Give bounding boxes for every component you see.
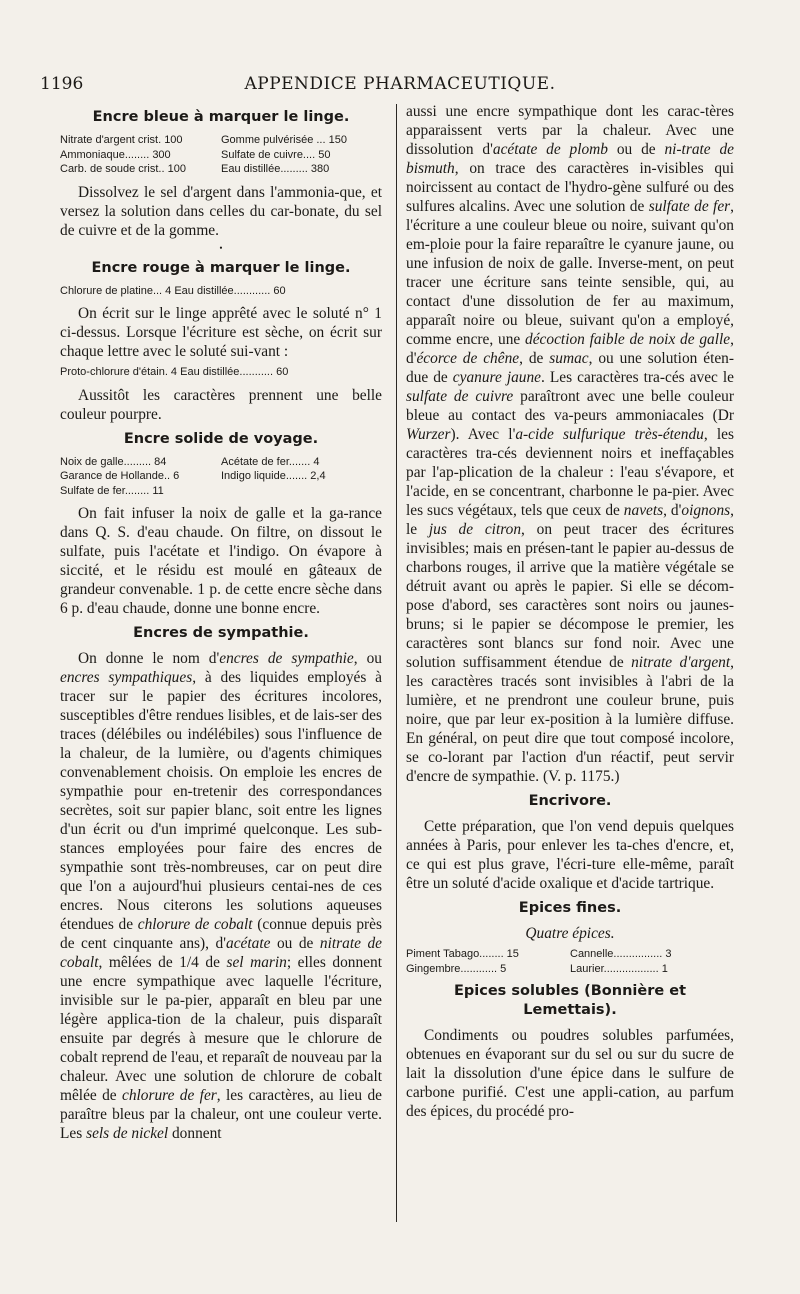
recipe-item: Sulfate de cuivre.... 50	[221, 148, 331, 161]
recipe-table	[60, 365, 382, 380]
paragraph: Dissolvez le sel d'argent dans l'ammonia-que, et versez la solution dans celles du car-bonate, du sel de cuivre et de la gomme.	[60, 183, 382, 239]
recipe-item: Piment Tabago........ 15	[406, 948, 519, 960]
recipe-item: Carb. de soude crist.. 100	[60, 163, 186, 175]
recipe-item: Ammoniaque........ 300	[60, 148, 171, 161]
section-title: Encre bleue à marquer le linge.	[92, 109, 350, 125]
recipe-table	[406, 947, 734, 976]
recipe-item: Sulfate de fer........ 11	[60, 484, 164, 497]
section-title: Encre rouge à marquer le linge.	[91, 259, 351, 276]
recipe-table	[60, 133, 382, 177]
recipe-table	[60, 284, 382, 299]
left-column	[60, 102, 382, 1147]
paragraph: Condiments ou poudres solubles parfumées, obtenues en évaporant sur du sel ou sur du sucre de lait la dissolution d'une épice dans le sulfure de carbone purifié. C'est une appli-cation, au parfum des épices, du procédé pro-	[406, 1027, 734, 1120]
recipe-item: Indigo liquide....... 2,4	[221, 470, 326, 482]
recipe-item: Laurier.................. 1	[570, 962, 668, 975]
stray-mark: •	[219, 242, 223, 253]
running-head: APPENDICE PHARMACEUTIQUE.	[244, 74, 556, 94]
section-title: Encrivore.	[528, 793, 612, 809]
paragraph: Aussitôt les caractères prennent une belle couleur pourpre.	[60, 386, 382, 423]
recipe-item: Cannelle................ 3	[570, 948, 672, 960]
paragraph: On fait infuser la noix de galle et la ga-rance dans Q. S. d'eau chaude. On filtre, on dissout le sulfate, puis l'acétate et l'indigo. On évapore à siccité, et le résidu est moulé en gâteaux de grandeur convenable. 1 p. de cette encre sèche dans 6 p. d'eau chaude, donne une bonne encre.	[60, 505, 382, 617]
page-number: 1196	[40, 74, 84, 94]
paragraph: Cette préparation, que l'on vend depuis quelques années à Paris, pour enlever les ta-ches d'encre, et, ce qui est plus grave, l'écri-ture elle-même, paraît être un soluté d'acide oxalique et d'acide tartrique.	[406, 818, 734, 892]
recipe-item: Nitrate d'argent crist. 100	[60, 134, 183, 146]
recipe-item: Chlorure de platine... 4 Eau distillée............ 60	[60, 284, 286, 297]
recipe-item: Garance de Hollande.. 6	[60, 470, 180, 482]
right-column	[406, 102, 734, 1125]
paragraph: aussi une encre sympathique dont les carac-tères apparaissent verts par la chaleur. Avec une dissolution d'acétate de plomb ou de ni-trate de bismuth, on trace des caractères in-visibles qui noircissent au contact de l'hydro-gène sulfuré ou des sulfures alcalins. Avec une solution de sulfate de fer, l'écriture a une couleur bleue ou noire, suivant qu'on em-ploie pour la faire reparaître le cyanure jaune, ou une infusion de noix de galle. Inverse-ment, on peut tracer une écriture sans teinte sensible, qui, au contact d'une dissolution de fer au maximum, apparaît noire ou bleue, suivant qu'on a employé, comme encre, une décoction faible de noix de galle, d'écorce de chêne, de sumac, ou une solution éten-due de cyanure jaune. Les caractères tra-cés avec le sulfate de cuivre paraîtront avec une belle couleur bleue au contact des va-peurs ammoniacales (Dr Wurzer). Avec l'a-cide sulfurique très-étendu, les caractères tra-cés deviennent noirs et ineffaçables par l'ap-plication de la chaleur : l'eau s'évapore, et l'acide, en se concentrant, charbonne le pa-pier. Avec les sucs végétaux, tels que ceux de navets, d'oignons, le jus de citron, on peut tracer des écritures invisibles; mais en présen-tant le papier au-dessus de charbons rouges, il arrive que la matière végétale se détruit avant ou après le papier. Si elle se décom-pose d'abord, ses caractères sont noirs ou jaunes-bruns; si le papier se décompose le premier, les caractères sont blancs sur fond noir. Avec une solution suffisamment étendue de nitrate d'argent, les caractères tracés sont invisibles à l'abri de la lumière, et ne prendront une couleur brune, puis noire, que par leur ex-position à la lumière diffuse. En général, on peut dire que tout composé incolore, se co-lorant par l'action d'un réactif, peut servir d'encre de sympathie. (V. p. 1175.)	[406, 103, 735, 785]
recipe-item: Acétate de fer....... 4	[221, 455, 320, 468]
paragraph: On écrit sur le linge apprêté avec le soluté n° 1 ci-dessus. Lorsque l'écriture est sèche, on écrit sur chaque lettre avec le soluté sui-vant :	[60, 305, 382, 360]
recipe-item: Noix de galle......... 84	[60, 455, 167, 468]
recipe-item: Eau distillée......... 380	[221, 163, 330, 175]
page-header	[40, 74, 760, 98]
recipe-table	[60, 455, 382, 499]
section-title: Encres de sympathie.	[133, 625, 309, 641]
section-title: Epices solubles (Bonnière et Lemettais).	[454, 983, 686, 1018]
recipe-item: Gingembre............ 5	[406, 962, 507, 975]
recipe-item: Gomme pulvérisée ... 150	[221, 134, 347, 146]
section-title: Epices fines.	[518, 900, 622, 916]
section-title: Encre solide de voyage.	[123, 430, 319, 447]
section-subtitle: Quatre épices.	[525, 925, 615, 942]
recipe-item: Proto-chlorure d'étain. 4 Eau distillée........... 60	[60, 366, 289, 378]
paragraph: On donne le nom d'encres de sympathie, ou encres sympathiques, à des liquides employés à tracer sur le papier des écritures incolores, susceptibles d'être rendues lisibles, et de lais-ser des traces (délébiles ou indélébiles) sous l'influence de la chaleur, de la lumière, ou d'agents chimiques convenablement choisis. On emploie les encres de sympathie pour en-tretenir des correspondances secrètes, soit sur papier blanc, soit entre les lignes d'un écrit ou d'un imprimé quelconque. Les sub-stances employées pour faire des encres de sympathie sont très-nombreuses, car on peut dire que l'on a aujourd'hui plusieurs centai-nes de ces encres. Nous citerons les solutions aqueuses étendues de chlorure de cobalt (connue depuis près de cent cinquante ans), d'acétate ou de nitrate de cobalt, mêlées de 1/4 de sel marin; elles donnent une encre sympathique avec laquelle l'écriture, invisible sur le pa-pier, apparaît en bleu par une légère applica-tion de la chaleur, puis disparaît ensuite par degrés à mesure que le chlorure de cobalt reprend de l'eau, et reparaît de nouveau par la chaleur. Avec une solution de chlorure de cobalt mêlée de chlorure de fer, les caractères, au lieu de paraître bleus par la chaleur, ont une couleur verte. Les sels de nickel donnent	[60, 650, 383, 1142]
column-divider	[396, 104, 397, 1222]
